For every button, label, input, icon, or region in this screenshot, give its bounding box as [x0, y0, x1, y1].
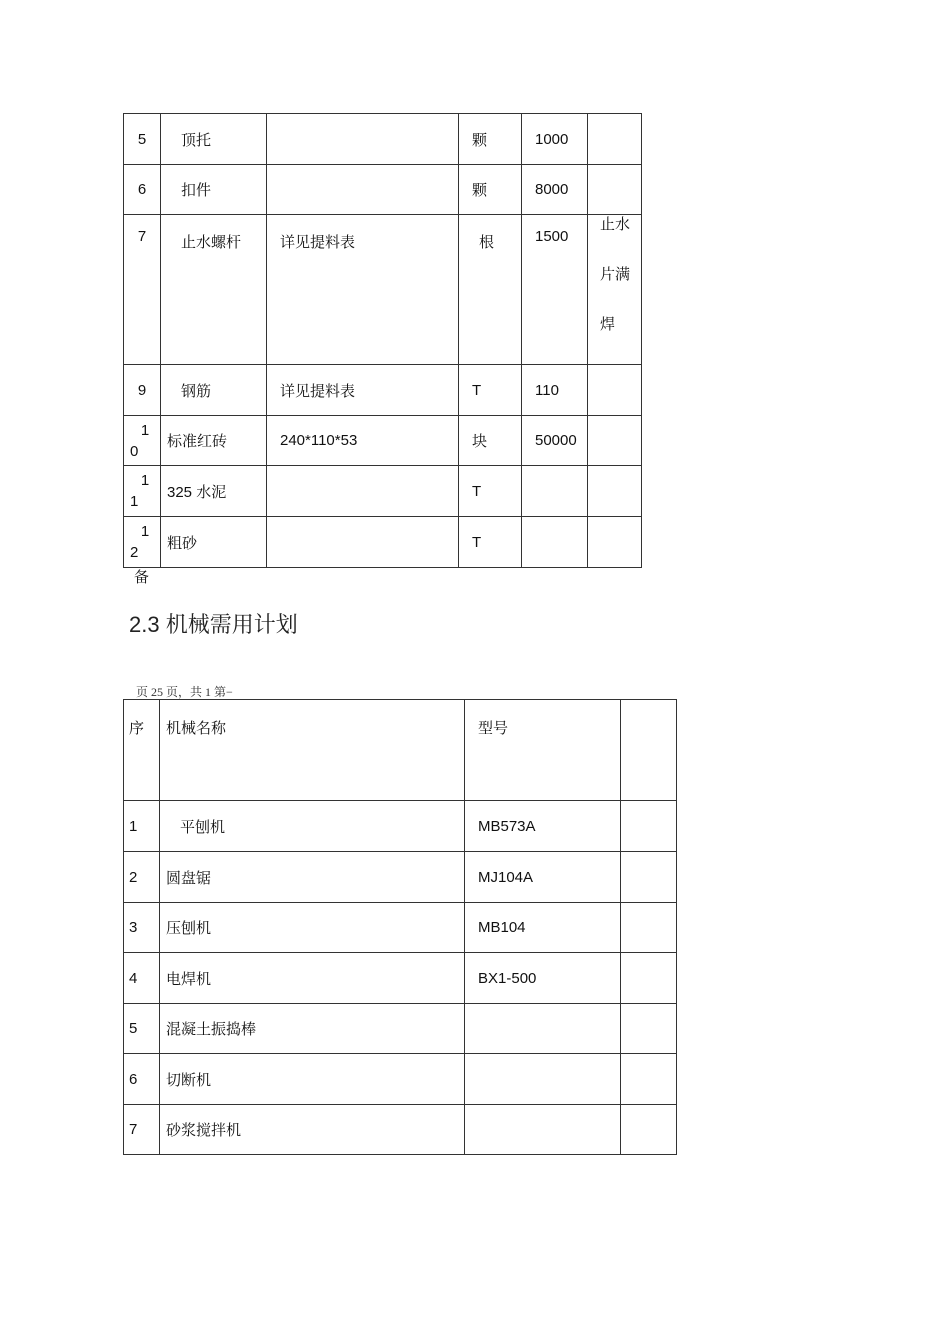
material-note — [588, 517, 642, 568]
table-row — [124, 953, 677, 1004]
machine-name: 压刨机 — [160, 903, 465, 953]
table-row — [124, 466, 642, 517]
machine-name: 电焊机 — [160, 953, 465, 1004]
material-spec — [267, 466, 459, 517]
machine-no: 2 — [124, 852, 160, 903]
machine-no: 3 — [124, 903, 160, 953]
header-extra — [621, 700, 677, 801]
material-unit: T — [459, 517, 522, 568]
table-row — [124, 517, 642, 568]
material-note — [588, 114, 642, 165]
row-number: 7 — [124, 215, 161, 365]
material-note — [588, 466, 642, 517]
machine-no: 7 — [124, 1105, 160, 1155]
machine-model: MB104 — [465, 903, 621, 953]
machine-extra — [621, 903, 677, 953]
section-heading: 2.3 机械需用计划 — [129, 612, 298, 637]
machines-table — [123, 699, 677, 1155]
row-number-line: 1 — [140, 523, 150, 540]
machine-model — [465, 1105, 621, 1155]
material-unit: T — [459, 466, 522, 517]
machine-name: 平刨机 — [160, 801, 465, 852]
remark-label: 备 — [134, 569, 150, 586]
material-name: 粗砂 — [161, 517, 267, 568]
machine-no: 6 — [124, 1054, 160, 1105]
material-qty: 110 — [522, 365, 588, 416]
material-qty: 8000 — [522, 165, 588, 215]
material-spec: 详见提料表 — [267, 215, 459, 365]
header-model: 型号 — [465, 700, 621, 801]
table-row — [124, 1004, 677, 1054]
material-name: 止水螺杆 — [161, 215, 267, 365]
table-row — [124, 215, 642, 365]
material-spec — [267, 114, 459, 165]
row-number: 6 — [124, 165, 161, 215]
machine-model: BX1-500 — [465, 953, 621, 1004]
row-number-line: 2 — [130, 544, 139, 561]
note-line: 片满 — [600, 266, 631, 283]
row-number-line: 1 — [130, 493, 139, 510]
material-spec — [267, 517, 459, 568]
machine-name: 砂浆搅拌机 — [160, 1105, 465, 1155]
machine-name: 混凝土振捣棒 — [160, 1004, 465, 1054]
material-spec — [267, 165, 459, 215]
material-unit: 根 — [459, 215, 522, 365]
table-row — [124, 365, 642, 416]
materials-table — [123, 113, 642, 568]
machine-extra — [621, 1105, 677, 1155]
material-unit: 颗 — [459, 165, 522, 215]
material-qty: 1000 — [522, 114, 588, 165]
table-row — [124, 416, 642, 466]
table-row — [124, 114, 642, 165]
material-qty: 1500 — [522, 215, 588, 365]
material-unit: T — [459, 365, 522, 416]
material-qty: 50000 — [522, 416, 588, 466]
machine-model — [465, 1004, 621, 1054]
material-name: 标准红砖 — [161, 416, 267, 466]
material-qty — [522, 517, 588, 568]
material-unit: 颗 — [459, 114, 522, 165]
header-name: 机械名称 — [160, 700, 465, 801]
note-line: 止水 — [600, 216, 631, 233]
page-info: 页 25 页，共 1 第− — [136, 685, 233, 699]
material-name: 钢筋 — [161, 365, 267, 416]
row-number — [124, 416, 161, 466]
table-row — [124, 165, 642, 215]
material-note — [588, 416, 642, 466]
machine-model — [465, 1054, 621, 1105]
material-note — [588, 215, 642, 365]
row-number-line: 1 — [140, 472, 150, 489]
table-row — [124, 801, 677, 852]
material-name: 顶托 — [161, 114, 267, 165]
machine-extra — [621, 852, 677, 903]
machine-name: 切断机 — [160, 1054, 465, 1105]
material-name: 扣件 — [161, 165, 267, 215]
row-number — [124, 517, 161, 568]
row-number-line: 0 — [130, 442, 139, 460]
material-spec: 详见提料表 — [267, 365, 459, 416]
machine-no: 4 — [124, 953, 160, 1004]
machine-no: 1 — [124, 801, 160, 852]
row-number — [124, 466, 161, 517]
machine-model: MJ104A — [465, 852, 621, 903]
note-line: 焊 — [600, 316, 616, 333]
row-number: 9 — [124, 365, 161, 416]
machine-extra — [621, 1004, 677, 1054]
machine-model: MB573A — [465, 801, 621, 852]
table-row — [124, 903, 677, 953]
machine-extra — [621, 953, 677, 1004]
material-qty — [522, 466, 588, 517]
header-no: 序 — [124, 700, 160, 801]
table-header-row — [124, 700, 677, 801]
material-note — [588, 365, 642, 416]
table-row — [124, 1054, 677, 1105]
machine-no: 5 — [124, 1004, 160, 1054]
row-number-line: 1 — [140, 421, 150, 439]
table-row — [124, 1105, 677, 1155]
material-spec: 240*110*53 — [267, 416, 459, 466]
machine-extra — [621, 1054, 677, 1105]
machine-name: 圆盘锯 — [160, 852, 465, 903]
material-unit: 块 — [459, 416, 522, 466]
row-number: 5 — [124, 114, 161, 165]
table-row — [124, 852, 677, 903]
machine-extra — [621, 801, 677, 852]
material-name: 325 水泥 — [161, 466, 267, 517]
